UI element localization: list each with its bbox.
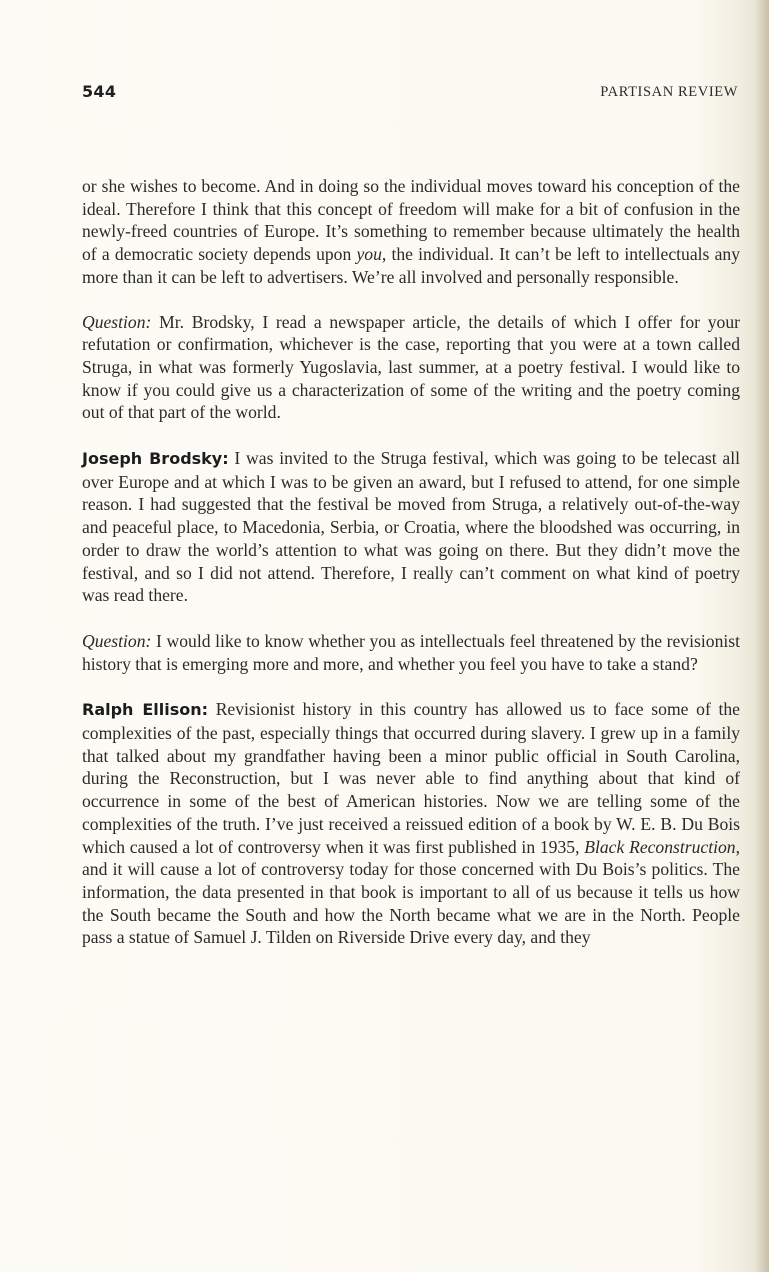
question-label: Question: — [82, 630, 152, 651]
paragraph-text: or she wishes to become. And in doing so the individual moves toward his conception of the ideal. Therefore I think that this concept of freedom will make for a bit of confusion in the newly-freed countries of Europe. It’s something to remember because ultimately the health of a democratic society depends upon — [82, 176, 740, 265]
answer-text: , and it will cause a lot of controversy today for those concerned with Du Bois’s politics. The information, the data presented in that book is important to all of us because it tells us how the South became the South and how the North became what we are in the North. People pass a statue of Samuel J. Tilden on Riverside Drive every day, and they — [82, 836, 740, 948]
emphasis-text: you — [356, 244, 382, 265]
page-gutter-shadow — [755, 0, 769, 1272]
page-number: 544 — [82, 82, 117, 101]
book-title: Black Reconstruction — [584, 836, 736, 857]
answer-brodsky — [82, 447, 740, 607]
question-label: Question: — [82, 311, 152, 332]
answer-text: Revisionist history in this country has allowed us to face some of the complexities of the past, especially things that occurred during slavery. I grew up in a family that talked about my grandfather having been a minor public official in South Carolina, during the Reconstruction, but I was never able to find anything about that kind of occurrence in some of the best of American histories. Now we are telling some of the complexities of the truth. I’ve just received a reissued edition of a book by W. E. B. Du Bois which caused a lot of controversy when it was first published in 1935, — [82, 699, 740, 857]
answer-ellison — [82, 698, 740, 949]
page-body — [82, 175, 740, 972]
question-brodsky — [82, 311, 740, 425]
running-head: PARTISAN REVIEW — [600, 84, 738, 100]
question-text: I would like to know whether you as intellectuals feel threatened by the revisionist history that is emerging more and more, and whether you feel you have to take a stand? — [82, 630, 740, 674]
page-header — [82, 82, 738, 106]
paragraph-continuation — [82, 175, 740, 289]
question-text: Mr. Brodsky, I read a newspaper article, the details of which I offer for your refutation or confirmation, whichever is the case, reporting that you were at a town called Struga, in what was formerly Yugoslavia, last summer, at a poetry festival. I would like to know if you could give us a characterization of some of the writing and the poetry coming out of that part of the world. — [82, 311, 740, 423]
question-revisionist-history — [82, 630, 740, 675]
speaker-name: Joseph Brodsky: — [82, 449, 229, 469]
answer-text: I was invited to the Struga festival, which was going to be telecast all over Europe and at which I was to be given an award, but I refused to attend, for one simple reason. I had suggested that the festival be moved from Struga, a relatively out-of-the-way and peaceful place, to Macedonia, Serbia, or Croatia, where the bloodshed was occurring, in order to draw the world’s attention to what was going on there. But they didn’t move the festival, and so I did not attend. Therefore, I really can’t comment on what kind of poetry was read there. — [82, 448, 740, 606]
speaker-name: Ralph Ellison: — [82, 700, 208, 720]
paragraph-text: , the individual. It can’t be left to intellectuals any more than it can be left to advertisers. We’re all involved and personally responsible. — [82, 244, 740, 287]
